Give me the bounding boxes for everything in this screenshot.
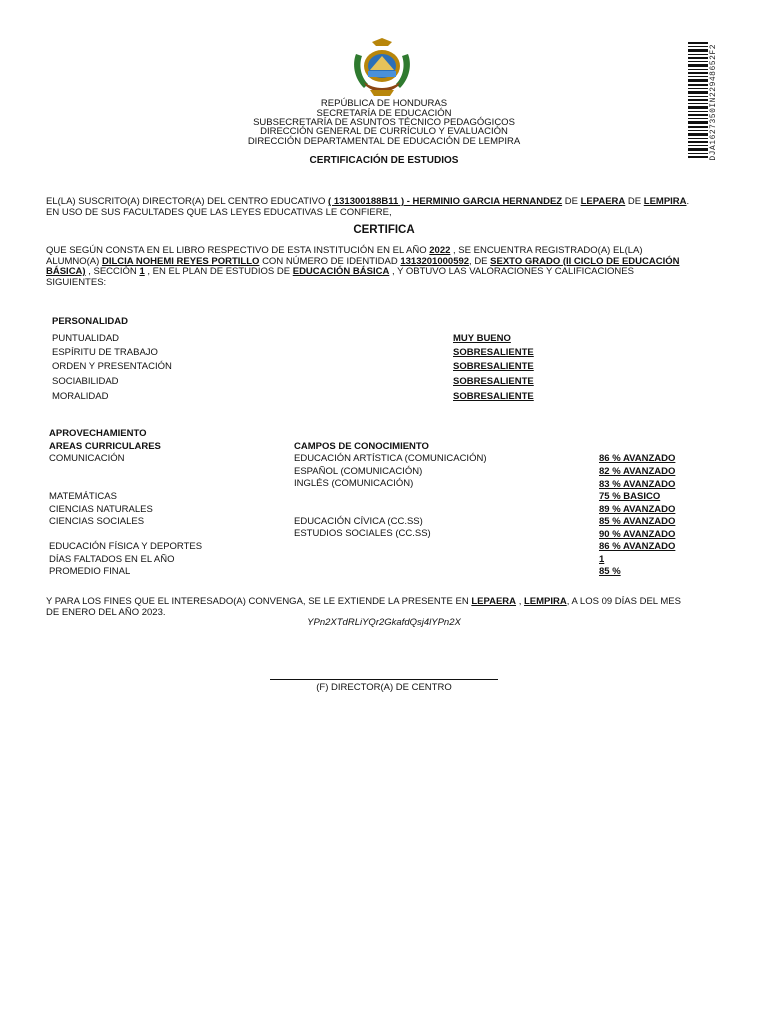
honduras-coat-of-arms-icon: [350, 36, 414, 100]
body-text-b1: ALUMNO(A): [46, 255, 100, 267]
grade-part-b: BÁSICA): [46, 266, 86, 277]
areas-column-header: AREAS CURRICULARES: [49, 441, 161, 452]
absences-value: 1: [599, 554, 605, 565]
intro-text-4: .: [686, 196, 690, 207]
area-label: PROMEDIO FINAL: [49, 566, 131, 577]
body-text-b3: , DE: [469, 255, 488, 267]
area-label: EDUCACIÓN FÍSICA Y DEPORTES: [49, 541, 203, 552]
body-text-c2: , EN EL PLAN DE ESTUDIOS DE: [147, 266, 291, 277]
personalidad-heading: PERSONALIDAD: [52, 316, 129, 327]
grade-value: 83 % AVANZADO: [599, 479, 676, 490]
closing-text-1: Y PARA LOS FINES QUE EL INTERESADO(A) CONVENGA, SE LE EXTIENDE LA PRESENTE EN: [46, 596, 469, 607]
closing-place: LEPAERA: [471, 596, 517, 607]
personalidad-value: MUY BUENO: [453, 333, 511, 344]
personalidad-value: SOBRESALIENTE: [453, 361, 534, 372]
closing-line-2: DE ENERO DEL AÑO 2023.: [46, 606, 166, 618]
year: 2022: [429, 245, 451, 256]
personalidad-label: PUNTUALIDAD: [52, 333, 120, 344]
area-label: CIENCIAS SOCIALES: [49, 516, 145, 527]
closing-text-2: ,: [518, 596, 522, 607]
personalidad-label: MORALIDAD: [52, 391, 109, 402]
grade-value: 86 % AVANZADO: [599, 453, 676, 464]
closing-text-3: , A LOS 09 DÍAS DEL MES: [566, 596, 681, 607]
body-text-c1: , SECCIÓN: [88, 266, 137, 277]
body-text-a2: , SE ENCUENTRA REGISTRADO(A) EL(LA): [453, 245, 643, 256]
campo-label: ESPAÑOL (COMUNICACIÓN): [294, 466, 423, 477]
closing-paragraph: [46, 597, 726, 618]
grade-value: 86 % AVANZADO: [599, 541, 676, 552]
area-label: MATEMÁTICAS: [49, 491, 117, 502]
personalidad-label: ESPÍRITU DE TRABAJO: [52, 347, 158, 358]
personalidad-value: SOBRESALIENTE: [453, 376, 534, 387]
area-label: DÍAS FALTADOS EN EL AÑO: [49, 554, 175, 565]
body-text-c3: , Y OBTUVO LAS VALORACIONES Y CALIFICACIONES: [391, 266, 634, 277]
verification-code: YPn2XTdRLiYQr2GkafdQsj4lYPn2X: [307, 617, 461, 628]
body-text-b2: CON NÚMERO DE IDENTIDAD: [262, 255, 398, 267]
aprovechamiento-heading: APROVECHAMIENTO: [49, 428, 147, 439]
intro-text-3: DE: [627, 196, 642, 207]
grade-value: 75 % BASICO: [599, 491, 661, 502]
study-plan: EDUCACIÓN BÁSICA: [292, 266, 390, 277]
departamento: LEMPIRA: [643, 196, 687, 207]
grade-value: 90 % AVANZADO: [599, 529, 676, 540]
personalidad-label: SOCIABILIDAD: [52, 376, 119, 387]
signature-label: (F) DIRECTOR(A) DE CENTRO: [316, 682, 452, 693]
campo-label: EDUCACIÓN CÍVICA (CC.SS): [294, 516, 423, 527]
header-line-4: DIRECCIÓN GENERAL DE CURRÍCULO Y EVALUACIÓN: [260, 126, 508, 137]
signature-line: [270, 679, 498, 680]
intro-text-1: EL(LA) SUSCRITO(A) DIRECTOR(A) DEL CENTRO EDUCATIVO: [46, 196, 326, 207]
identity-number: 1313201000592: [400, 255, 470, 267]
intro-text-2: DE: [564, 196, 578, 207]
final-average-value: 85 %: [599, 566, 621, 577]
header-line-3: SUBSECRETARÍA DE ASUNTOS TÉCNICO PEDAGÓGICOS: [253, 117, 515, 128]
closing-department: LEMPIRA: [523, 596, 567, 607]
campo-label: ESTUDIOS SOCIALES (CC.SS): [294, 528, 431, 539]
document-title: CERTIFICACIÓN DE ESTUDIOS: [309, 155, 459, 166]
campo-label: EDUCACIÓN ARTÍSTICA (COMUNICACIÓN): [294, 453, 487, 464]
body-text-d1: SIGUIENTES:: [46, 276, 107, 288]
personalidad-label: ORDEN Y PRESENTACIÓN: [52, 361, 172, 372]
grade-value: 82 % AVANZADO: [599, 466, 676, 477]
body-paragraph: [46, 246, 711, 288]
body-text-a1: QUE SEGÚN CONSTA EN EL LIBRO RESPECTIVO DE ESTA INSTITUCIÓN EN EL AÑO: [46, 245, 427, 256]
municipio: LEPAERA: [580, 196, 626, 207]
grade-value: 85 % AVANZADO: [599, 516, 676, 527]
area-label: COMUNICACIÓN: [49, 453, 125, 464]
campos-column-header: CAMPOS DE CONOCIMIENTO: [294, 441, 429, 452]
personalidad-value: SOBRESALIENTE: [453, 347, 534, 358]
barcode-text: DJA1627350IN22948652F2: [709, 44, 718, 161]
header-line-1: REPÚBLICA DE HONDURAS: [320, 98, 448, 109]
campo-label: INGLÉS (COMUNICACIÓN): [294, 478, 414, 489]
school-name: ( 131300188B11 ) - HERMINIO GARCIA HERNANDEZ: [328, 196, 563, 207]
header-line-2: SECRETARÍA DE EDUCACIÓN: [316, 108, 452, 119]
personalidad-value: SOBRESALIENTE: [453, 391, 534, 402]
student-name: DILCIA NOHEMI REYES PORTILLO: [101, 255, 260, 267]
intro-paragraph: [46, 197, 726, 218]
section: 1: [139, 266, 145, 277]
grade-value: 89 % AVANZADO: [599, 504, 676, 515]
certifica-heading: CERTIFICA: [353, 224, 415, 236]
grade-part-a: SEXTO GRADO (II CICLO DE EDUCACIÓN: [490, 255, 680, 267]
area-label: CIENCIAS NATURALES: [49, 504, 153, 515]
header-line-5: DIRECCIÓN DEPARTAMENTAL DE EDUCACIÓN DE LEMPIRA: [247, 136, 521, 147]
intro-line-2: EN USO DE SUS FACULTADES QUE LAS LEYES EDUCATIVAS LE CONFIERE,: [46, 206, 392, 218]
